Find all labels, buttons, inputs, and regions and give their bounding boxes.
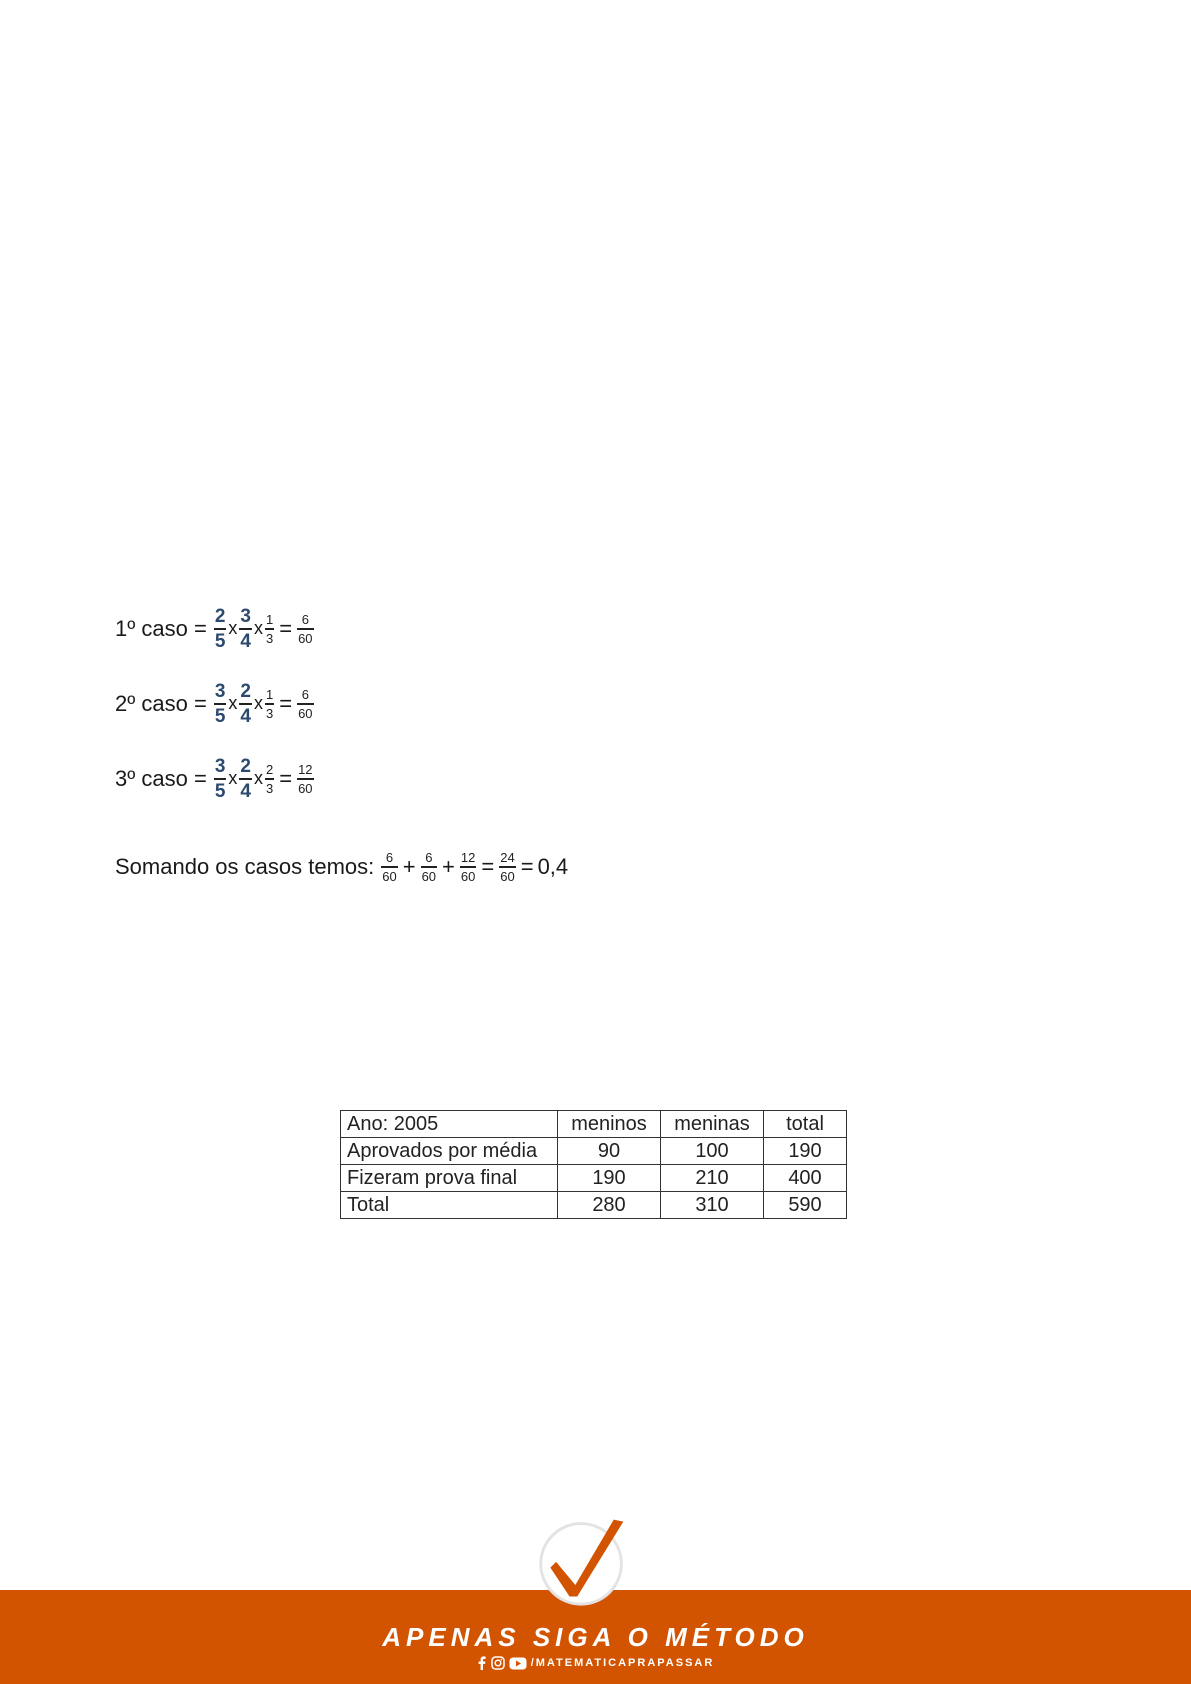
- table-header-cell: total: [764, 1111, 847, 1138]
- equals-symbol: =: [279, 690, 293, 716]
- fraction: $\frac{3}{4}$: [240, 606, 251, 652]
- table-cell: 210: [661, 1165, 764, 1192]
- social-links: [0, 1656, 1191, 1670]
- plus-symbol: +: [442, 853, 455, 879]
- fraction: $\frac{2}{4}$: [240, 756, 251, 802]
- table-cell: Fizeram prova final: [341, 1165, 558, 1192]
- case-label: 2º caso =: [115, 690, 207, 716]
- equals-symbol: =: [279, 615, 293, 641]
- table-row: [341, 1192, 847, 1219]
- total-fraction: $\frac{24}{60}$: [500, 850, 515, 884]
- equals-symbol: =: [481, 853, 495, 879]
- fraction: $\frac{2}{3}$: [265, 762, 274, 796]
- checkmark-logo-icon: [535, 1512, 631, 1608]
- table-header-cell: meninos: [558, 1111, 661, 1138]
- case-line-3: [115, 757, 315, 801]
- sum-line: [115, 851, 568, 883]
- table-header-cell: meninas: [661, 1111, 764, 1138]
- fraction: $\frac{3}{5}$: [214, 756, 226, 802]
- table-cell: 100: [661, 1138, 764, 1165]
- table-cell: 90: [558, 1138, 661, 1165]
- table-cell: 190: [558, 1165, 661, 1192]
- table-cell: 280: [558, 1192, 661, 1219]
- table-cell: Total: [341, 1192, 558, 1219]
- case-line-2: [115, 682, 315, 726]
- result-fraction: $\frac{6}{60}$: [298, 687, 313, 721]
- instagram-icon[interactable]: [491, 1656, 505, 1670]
- result-fraction: $\frac{6}{60}$: [298, 612, 313, 646]
- times-symbol: x: [228, 618, 238, 639]
- result-fraction: $\frac{12}{60}$: [298, 762, 313, 796]
- results-table: [340, 1110, 847, 1219]
- fraction: $\frac{6}{60}$: [421, 850, 437, 884]
- sum-decimal: 0,4: [537, 853, 569, 879]
- fraction: $\frac{1}{3}$: [265, 687, 274, 721]
- case-label: 1º caso =: [115, 615, 207, 641]
- fraction: $\frac{12}{60}$: [460, 850, 476, 884]
- table-cell: 590: [764, 1192, 847, 1219]
- table-header-row: [341, 1111, 847, 1138]
- fraction: $\frac{1}{3}$: [265, 612, 274, 646]
- table-row: [341, 1138, 847, 1165]
- times-symbol: x: [228, 693, 238, 714]
- case-label: 3º caso =: [115, 765, 207, 791]
- table-cell: 190: [764, 1138, 847, 1165]
- fraction: $\frac{6}{60}$: [382, 850, 397, 884]
- plus-symbol: +: [402, 853, 416, 879]
- table-cell: Aprovados por média: [341, 1138, 558, 1165]
- equals-symbol: =: [520, 853, 534, 879]
- case-line-1: [115, 607, 315, 651]
- fraction: $\frac{3}{5}$: [214, 681, 226, 727]
- table-header-cell: Ano: 2005: [341, 1111, 558, 1138]
- equals-symbol: =: [279, 765, 293, 791]
- footer-slogan: APENAS SIGA O MÉTODO: [382, 1622, 809, 1652]
- fraction: $\frac{2}{5}$: [214, 606, 226, 652]
- youtube-icon[interactable]: [509, 1657, 527, 1670]
- sum-label: Somando os casos temos:: [115, 853, 375, 879]
- times-symbol: x: [253, 693, 263, 714]
- table-cell: 310: [661, 1192, 764, 1219]
- table-row: [341, 1165, 847, 1192]
- times-symbol: x: [228, 768, 238, 789]
- times-symbol: x: [253, 618, 263, 639]
- social-handle: /MATEMATICAPRAPASSAR: [530, 1657, 715, 1669]
- facebook-icon[interactable]: [477, 1656, 487, 1670]
- times-symbol: x: [253, 768, 263, 789]
- table-cell: 400: [764, 1165, 847, 1192]
- fraction: $\frac{2}{4}$: [240, 681, 251, 727]
